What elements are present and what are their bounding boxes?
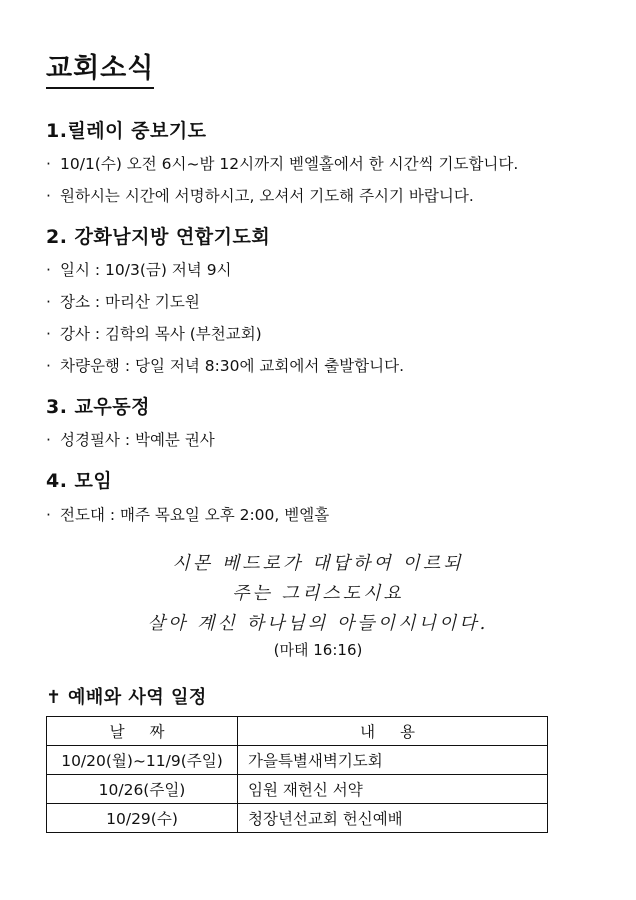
header-content: 내 용 — [238, 717, 548, 746]
table-header-row — [47, 717, 548, 746]
verse-line: 시몬 베드로가 대답하여 이르되 — [172, 553, 464, 574]
cell-content: 청장년선교회 헌신예배 — [238, 804, 548, 833]
section-heading-member-news: 3. 교우동정 — [46, 396, 150, 418]
cell-content: 임원 재헌신 서약 — [238, 775, 548, 804]
section-heading-prayer-relay: 1.릴레이 중보기도 — [46, 120, 207, 142]
section-heading-meetings: 4. 모임 — [46, 470, 113, 492]
verse-reference: (마태 16:16) — [273, 641, 363, 659]
cross-icon: ✝ — [46, 687, 62, 708]
list-item: · 성경필사 : 박예분 권사 — [46, 431, 215, 449]
cell-date: 10/20(월)~11/9(주일) — [47, 746, 238, 775]
table-row — [47, 775, 548, 804]
page-title: 교회소식 — [46, 52, 154, 89]
section-heading-joint-prayer: 2. 강화남지방 연합기도회 — [46, 226, 271, 248]
list-item: · 차량운행 : 당일 저녁 8:30에 교회에서 출발합니다. — [46, 357, 405, 375]
cell-date: 10/26(주일) — [47, 775, 238, 804]
cell-date: 10/29(수) — [47, 804, 238, 833]
list-item: · 강사 : 김학의 목사 (부천교회) — [46, 325, 262, 343]
list-item: · 원하시는 시간에 서명하시고, 오셔서 기도해 주시기 바랍니다. — [46, 187, 474, 205]
list-item: · 장소 : 마리산 기도원 — [46, 293, 200, 311]
cell-content: 가을특별새벽기도회 — [238, 746, 548, 775]
schedule-heading: ✝ 예배와 사역 일정 — [46, 687, 207, 708]
list-item: · 전도대 : 매주 목요일 오후 2:00, 벧엘홀 — [46, 506, 330, 524]
table-row — [47, 804, 548, 833]
list-item: · 일시 : 10/3(금) 저녁 9시 — [46, 261, 232, 279]
verse-line: 살아 계신 하나님의 아들이시니이다. — [147, 613, 489, 634]
header-date: 날 짜 — [47, 717, 238, 746]
verse-line: 주는 그리스도시요 — [232, 583, 404, 604]
list-item: · 10/1(수) 오전 6시~밤 12시까지 벧엘홀에서 한 시간씩 기도합니다. — [46, 155, 519, 173]
schedule-table — [46, 716, 548, 833]
table-row — [47, 746, 548, 775]
